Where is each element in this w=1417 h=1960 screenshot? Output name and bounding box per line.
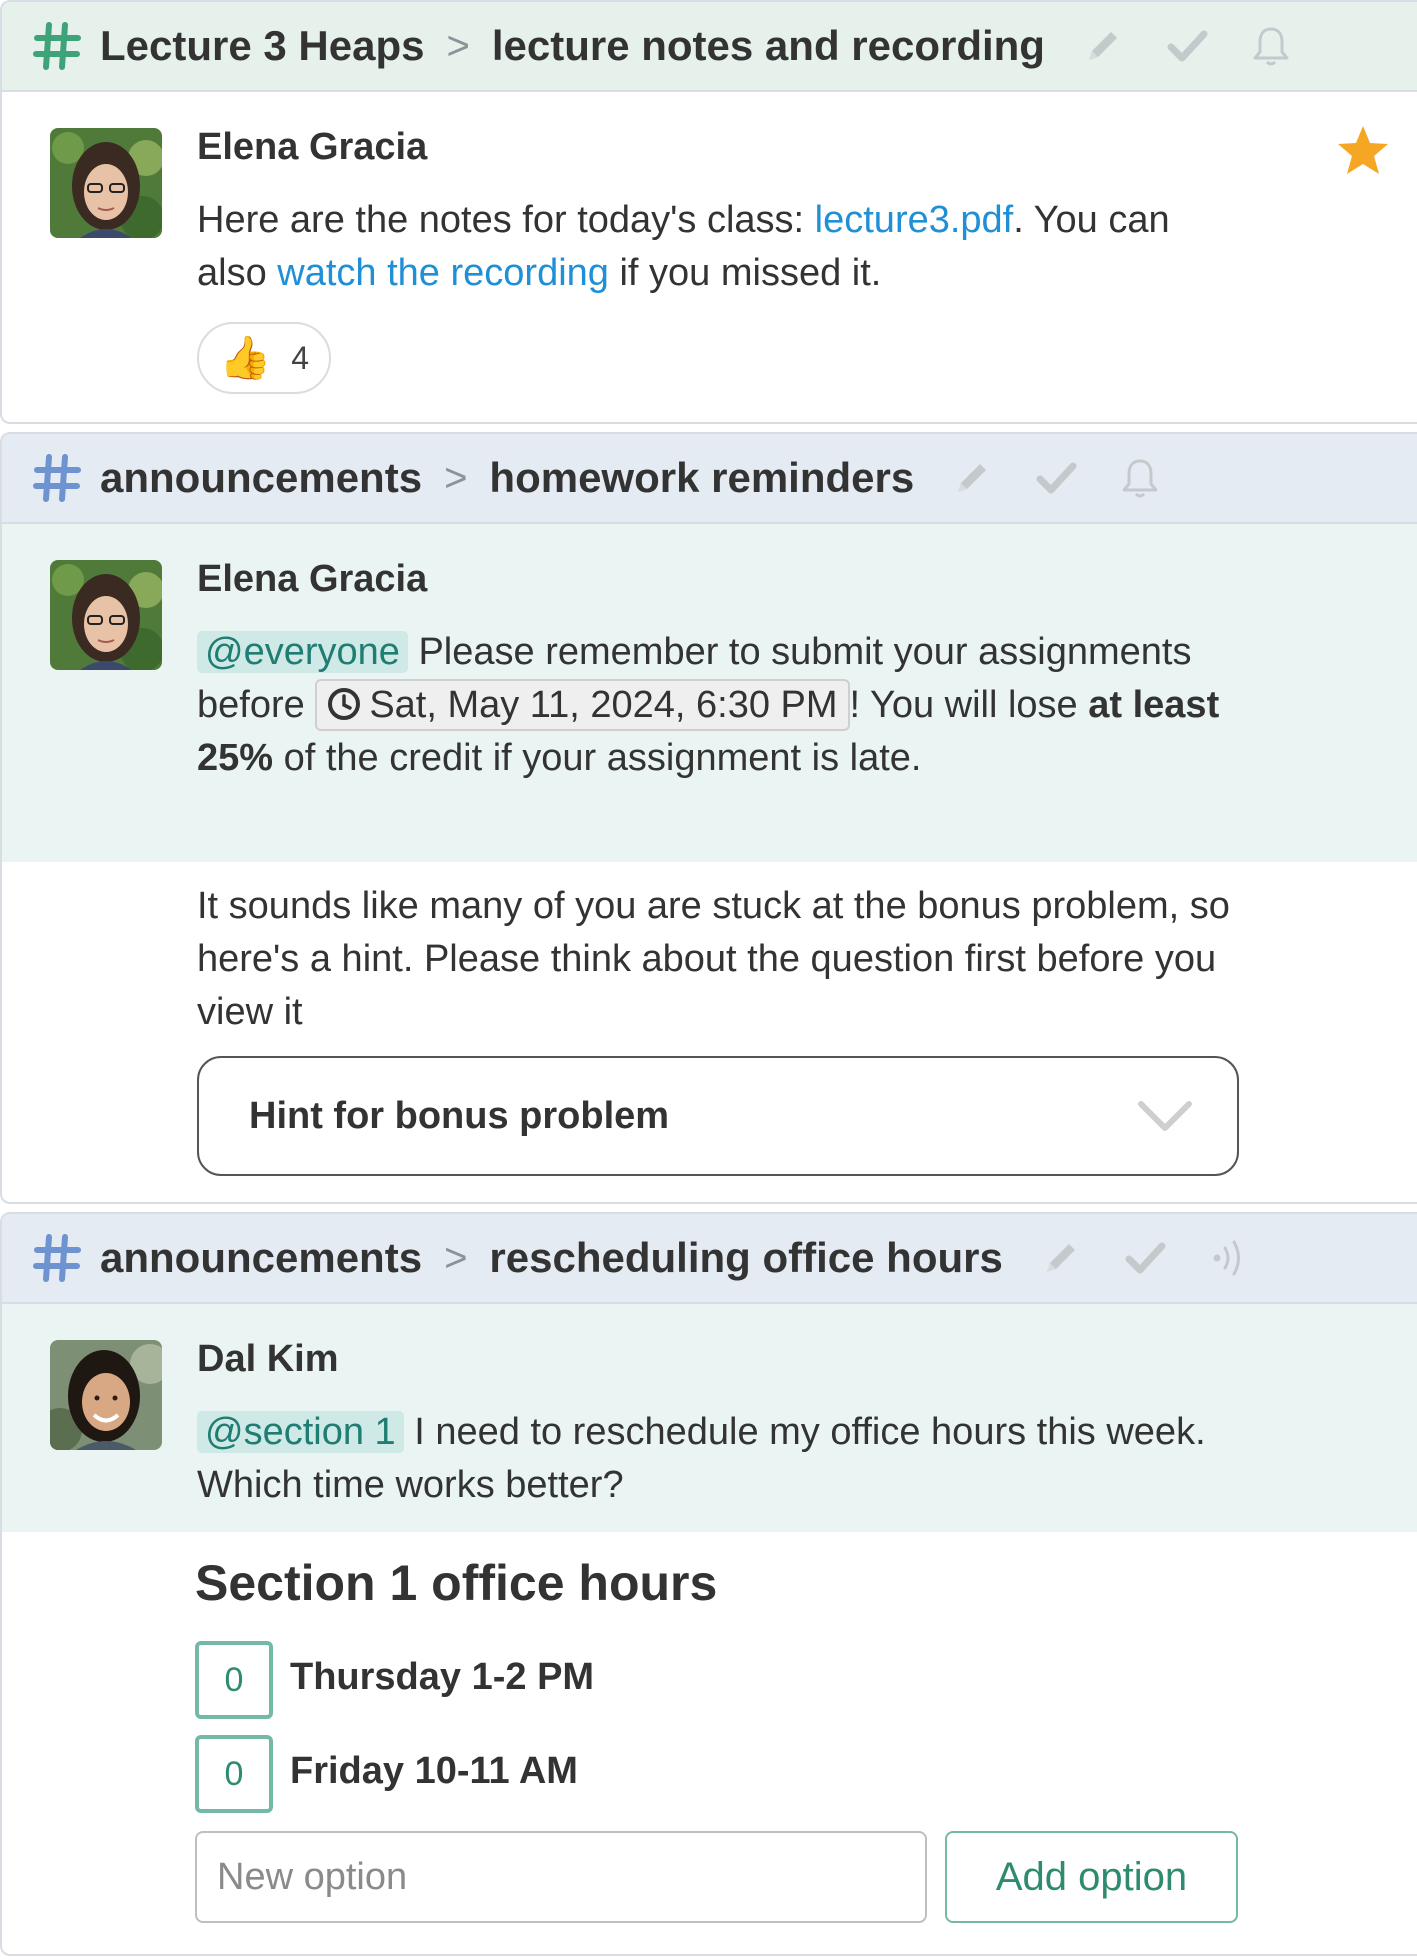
reaction-count: 4 bbox=[291, 339, 310, 376]
thumbs-up-icon: 👍 bbox=[219, 334, 272, 381]
notification-bell-icon[interactable] bbox=[1249, 24, 1293, 68]
message-content: Here are the notes for today's class: lecture3.pdf. You can also watch the recording if you missed it. bbox=[197, 199, 1170, 294]
message-mentioned bbox=[2, 1304, 1417, 1532]
avatar[interactable] bbox=[50, 560, 162, 670]
message bbox=[2, 862, 1417, 1202]
recipient-bar[interactable] bbox=[2, 1214, 1417, 1304]
poll-option-label: Thursday 1-2 PM bbox=[290, 1656, 595, 1698]
stream-hash-icon bbox=[32, 1233, 82, 1283]
message-content: @everyone Please remember to submit your assignments before Sat, May 11, 2024, 6:30 PM ! You will lose at least 25% of the credit if your assignment is late. bbox=[197, 631, 1220, 779]
resolve-check-icon[interactable] bbox=[1165, 24, 1209, 68]
notification-bell-icon[interactable] bbox=[1118, 456, 1162, 500]
message-content: @section 1 I need to reschedule my office hours this week. Which time works better? bbox=[197, 1411, 1206, 1506]
chevron-right-icon: > bbox=[446, 23, 470, 68]
spoiler-title: Hint for bonus problem bbox=[249, 1094, 670, 1137]
message bbox=[2, 92, 1417, 422]
resolve-check-icon[interactable] bbox=[1123, 1236, 1167, 1280]
avatar[interactable] bbox=[50, 128, 162, 238]
message-group-homework bbox=[0, 432, 1417, 1204]
poll-title: Section 1 office hours bbox=[195, 1555, 718, 1611]
stream-name[interactable]: Lecture 3 Heaps bbox=[100, 22, 425, 69]
chevron-right-icon: > bbox=[444, 455, 468, 500]
message-group-lecture-notes bbox=[0, 0, 1417, 424]
stream-hash-icon bbox=[32, 21, 82, 71]
recording-link[interactable]: watch the recording bbox=[277, 252, 609, 294]
poll-option-label: Friday 10-11 AM bbox=[290, 1750, 578, 1792]
spoiler-block[interactable] bbox=[197, 1056, 1239, 1176]
reaction-thumbs-up[interactable] bbox=[197, 322, 331, 394]
resolve-check-icon[interactable] bbox=[1034, 456, 1078, 500]
topic-name[interactable]: lecture notes and recording bbox=[491, 22, 1045, 69]
sender-name[interactable]: Elena Gracia bbox=[197, 126, 428, 168]
chevron-right-icon: > bbox=[444, 1235, 468, 1280]
sender-name[interactable]: Elena Gracia bbox=[197, 558, 428, 600]
recipient-bar[interactable] bbox=[2, 434, 1417, 524]
sender-name[interactable]: Dal Kim bbox=[197, 1338, 339, 1380]
add-option-button[interactable]: Add option bbox=[945, 1831, 1238, 1923]
edit-pencil-icon[interactable] bbox=[1039, 1236, 1083, 1280]
star-icon[interactable] bbox=[1335, 122, 1391, 178]
chevron-down-icon bbox=[1135, 1094, 1195, 1140]
message-content: It sounds like many of you are stuck at the bonus problem, so here's a hint. Please think about the question first before you view it bbox=[197, 885, 1230, 1033]
stream-name[interactable]: announcements bbox=[100, 454, 423, 501]
pdf-link[interactable]: lecture3.pdf bbox=[814, 199, 1014, 241]
follow-topic-icon[interactable] bbox=[1207, 1236, 1251, 1280]
local-timestamp[interactable]: Sat, May 11, 2024, 6:30 PM bbox=[315, 679, 849, 731]
message-mentioned bbox=[2, 524, 1417, 862]
vote-button-friday[interactable]: 0 bbox=[195, 1735, 273, 1813]
avatar[interactable] bbox=[50, 1340, 162, 1450]
stream-name[interactable]: announcements bbox=[100, 1234, 423, 1281]
edit-pencil-icon[interactable] bbox=[950, 456, 994, 500]
edit-pencil-icon[interactable] bbox=[1081, 24, 1125, 68]
recipient-bar[interactable] bbox=[2, 2, 1417, 92]
mention-section[interactable]: @section 1 bbox=[197, 1411, 404, 1453]
vote-button-thursday[interactable]: 0 bbox=[195, 1641, 273, 1719]
stream-hash-icon bbox=[32, 453, 82, 503]
clock-icon bbox=[327, 687, 361, 721]
new-option-input[interactable] bbox=[195, 1831, 927, 1923]
mention-everyone[interactable]: @everyone bbox=[197, 631, 408, 673]
topic-name[interactable]: homework reminders bbox=[489, 454, 915, 501]
topic-name[interactable]: rescheduling office hours bbox=[489, 1234, 1003, 1281]
